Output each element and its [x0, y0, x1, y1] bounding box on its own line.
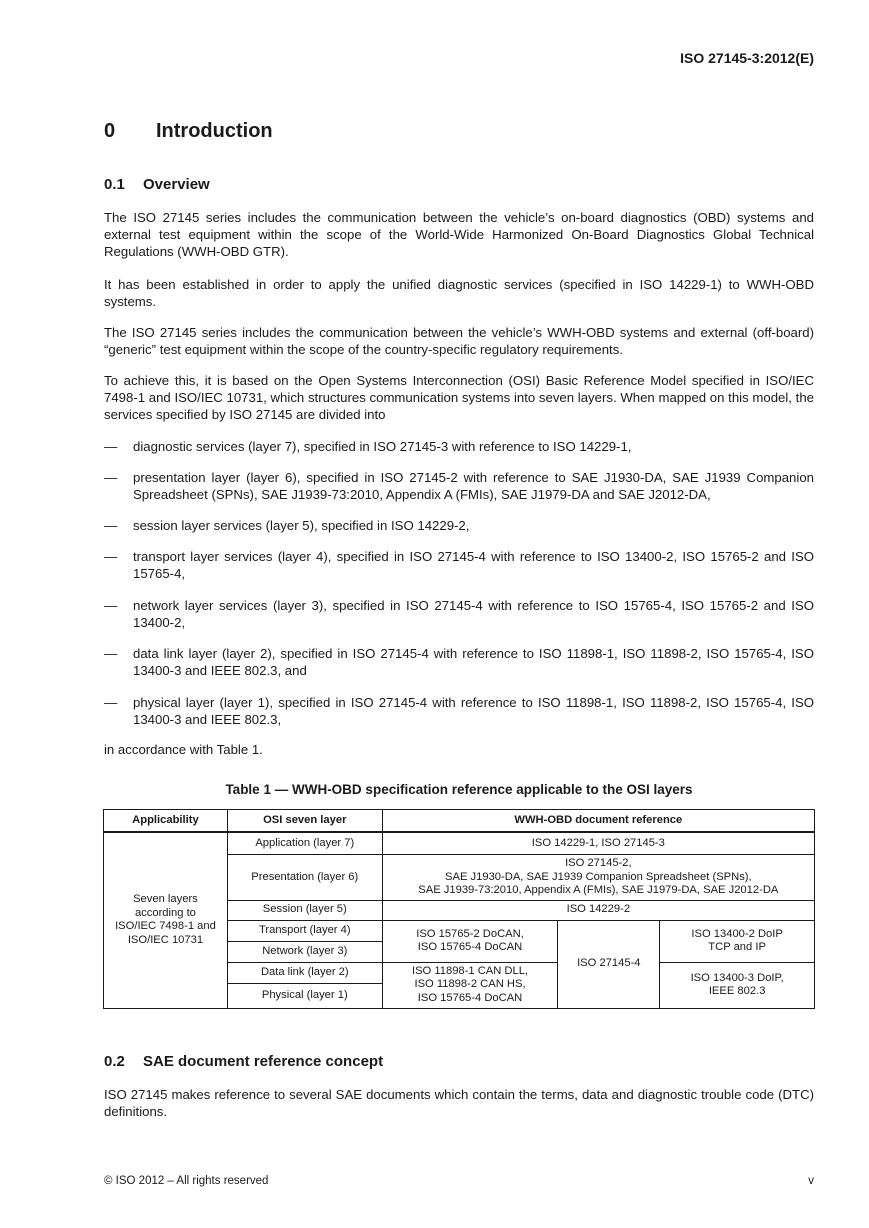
layer-cell: Data link (layer 2)	[227, 962, 382, 983]
applicability-line: according to	[134, 906, 196, 919]
list-item	[104, 645, 814, 679]
list-item-text: session layer services (layer 5), specified in ISO 14229-2,	[133, 518, 470, 533]
list-dash: —	[104, 470, 118, 485]
paragraph: The ISO 27145 series includes the communication between the vehicle’s on-board diagnostics (OBD) systems and external test equipment within the scope of the World-Wide Harmonized On-Board Diagnostics Global Technical Regulations (WWH-OBD GTR).	[104, 210, 814, 260]
applicability-line: ISO/IEC 10731	[127, 933, 204, 946]
list-dash: —	[104, 549, 118, 564]
osi-reference-table	[103, 809, 815, 1009]
reference-line: ISO 13400-2 DoIP	[691, 927, 783, 940]
reference-line: ISO 15765-4 DoCAN	[417, 991, 523, 1004]
layer-cell: Transport (layer 4)	[227, 920, 382, 941]
list-item-text: diagnostic services (layer 7), specified in ISO 27145-3 with reference to ISO 14229-1,	[133, 439, 632, 454]
section-heading-overview	[104, 176, 210, 193]
layer-cell: Application (layer 7)	[227, 832, 382, 855]
copyright-notice: © ISO 2012 – All rights reserved	[104, 1175, 269, 1187]
list-item-text: physical layer (layer 1), specified in ISO 27145-4 with reference to ISO 11898-1, ISO 11898-2, ISO 15765-4, ISO 13400-3 and IEEE 802.3,	[133, 695, 814, 728]
section-heading-introduction	[104, 120, 273, 143]
table-caption: Table 1 — WWH-OBD specification reference applicable to the OSI layers	[225, 782, 693, 797]
list-dash: —	[104, 695, 118, 710]
applicability-line: ISO/IEC 7498-1 and	[115, 920, 216, 933]
list-item	[104, 438, 814, 455]
list-item	[104, 597, 814, 631]
table-header-row	[104, 810, 815, 833]
list-dash: —	[104, 518, 118, 533]
reference-line: ISO 11898-1 CAN DLL,	[411, 964, 529, 977]
list-item-text: data link layer (layer 2), specified in ISO 27145-4 with reference to ISO 11898-1, ISO 11898-2, ISO 15765-4, ISO 13400-3 and IEEE 802.3, and	[133, 646, 814, 679]
list-item	[104, 548, 814, 582]
reference-line: ISO 13400-3 DoIP,	[690, 971, 784, 984]
reference-line: ISO 15765-2 DoCAN,	[416, 927, 524, 940]
paragraph: The ISO 27145 series includes the communication between the vehicle’s WWH-OBD systems and external (off-board) “generic” test equipment within the scope of the country-specific regulatory requirements.	[104, 325, 814, 358]
paragraph: To achieve this, it is based on the Open Systems Interconnection (OSI) Basic Reference Model specified in ISO/IEC 7498-1 and ISO/IEC 10731, which structures communication systems into seven layers. When mapped on this model, the services specified by ISO 27145 are divided into	[104, 373, 814, 423]
list-dash: —	[104, 646, 118, 661]
layer-cell: Network (layer 3)	[227, 941, 382, 962]
reference-line: ISO 15765-4 DoCAN	[417, 941, 523, 953]
applicability-cell	[104, 832, 228, 1008]
list-item	[104, 694, 814, 728]
section-title: Introduction	[156, 120, 273, 142]
reference-cell	[382, 962, 558, 1008]
section-heading-sae-reference	[104, 1053, 383, 1070]
document-id: ISO 27145-3:2012(E)	[680, 50, 814, 66]
list-dash: —	[104, 439, 118, 454]
section-title: Overview	[143, 176, 210, 193]
reference-cell: ISO 14229-1, ISO 27145-3	[382, 832, 814, 855]
paragraph: in accordance with Table 1.	[104, 742, 263, 757]
layer-cell: Physical (layer 1)	[227, 983, 382, 1008]
layer-cell: Presentation (layer 6)	[227, 855, 382, 901]
section-title: SAE document reference concept	[143, 1053, 384, 1070]
reference-cell	[660, 920, 815, 962]
reference-line: ISO 11898-2 CAN HS,	[414, 978, 526, 991]
list-dash: —	[104, 598, 118, 613]
column-header-osi-layer: OSI seven layer	[227, 810, 382, 833]
section-number: 0	[104, 120, 116, 142]
reference-cell: ISO 27145-4	[558, 920, 660, 1008]
section-number: 0.1	[104, 176, 125, 193]
reference-line: SAE J1939-73:2010, Appendix A (FMIs), SAE J1979-DA, SAE J2012-DA	[418, 884, 779, 896]
reference-cell	[382, 920, 558, 962]
list-item	[104, 517, 814, 534]
reference-line: IEEE 802.3	[708, 985, 766, 997]
section-number: 0.2	[104, 1053, 125, 1070]
applicability-line: Seven layers	[133, 893, 198, 906]
reference-cell: ISO 14229-2	[382, 900, 814, 920]
reference-line: TCP and IP	[708, 941, 766, 953]
reference-cell	[660, 962, 815, 1008]
list-item-text: network layer services (layer 3), specified in ISO 27145-4 with reference to ISO 15765-4, ISO 15765-2 and ISO 13400-2,	[133, 598, 814, 631]
reference-line: ISO 27145-2,	[565, 857, 632, 869]
list-item-text: presentation layer (layer 6), specified in ISO 27145-2 with reference to SAE J1930-DA, SAE J1939 Companion Spreadsheet (SPNs), SAE J1939-73:2010, Appendix A (FMIs), SAE J1979-DA and SAE J2012-DA,	[133, 470, 814, 503]
table-row	[104, 832, 815, 855]
page-number: v	[808, 1175, 814, 1187]
column-header-applicability: Applicability	[104, 810, 228, 833]
list-item-text: transport layer services (layer 4), specified in ISO 27145-4 with reference to ISO 13400-2, ISO 15765-2 and ISO 15765-4,	[133, 549, 814, 582]
list-item	[104, 469, 814, 503]
layer-cell: Session (layer 5)	[227, 900, 382, 920]
reference-line: SAE J1930-DA, SAE J1939 Companion Spreadsheet (SPNs),	[445, 870, 752, 883]
paragraph: It has been established in order to apply the unified diagnostic services (specified in ISO 14229-1) to WWH-OBD systems.	[104, 277, 814, 310]
reference-cell	[382, 855, 814, 901]
column-header-document-reference: WWH-OBD document reference	[382, 810, 814, 833]
paragraph: ISO 27145 makes reference to several SAE documents which contain the terms, data and diagnostic trouble code (DTC) definitions.	[104, 1087, 814, 1120]
